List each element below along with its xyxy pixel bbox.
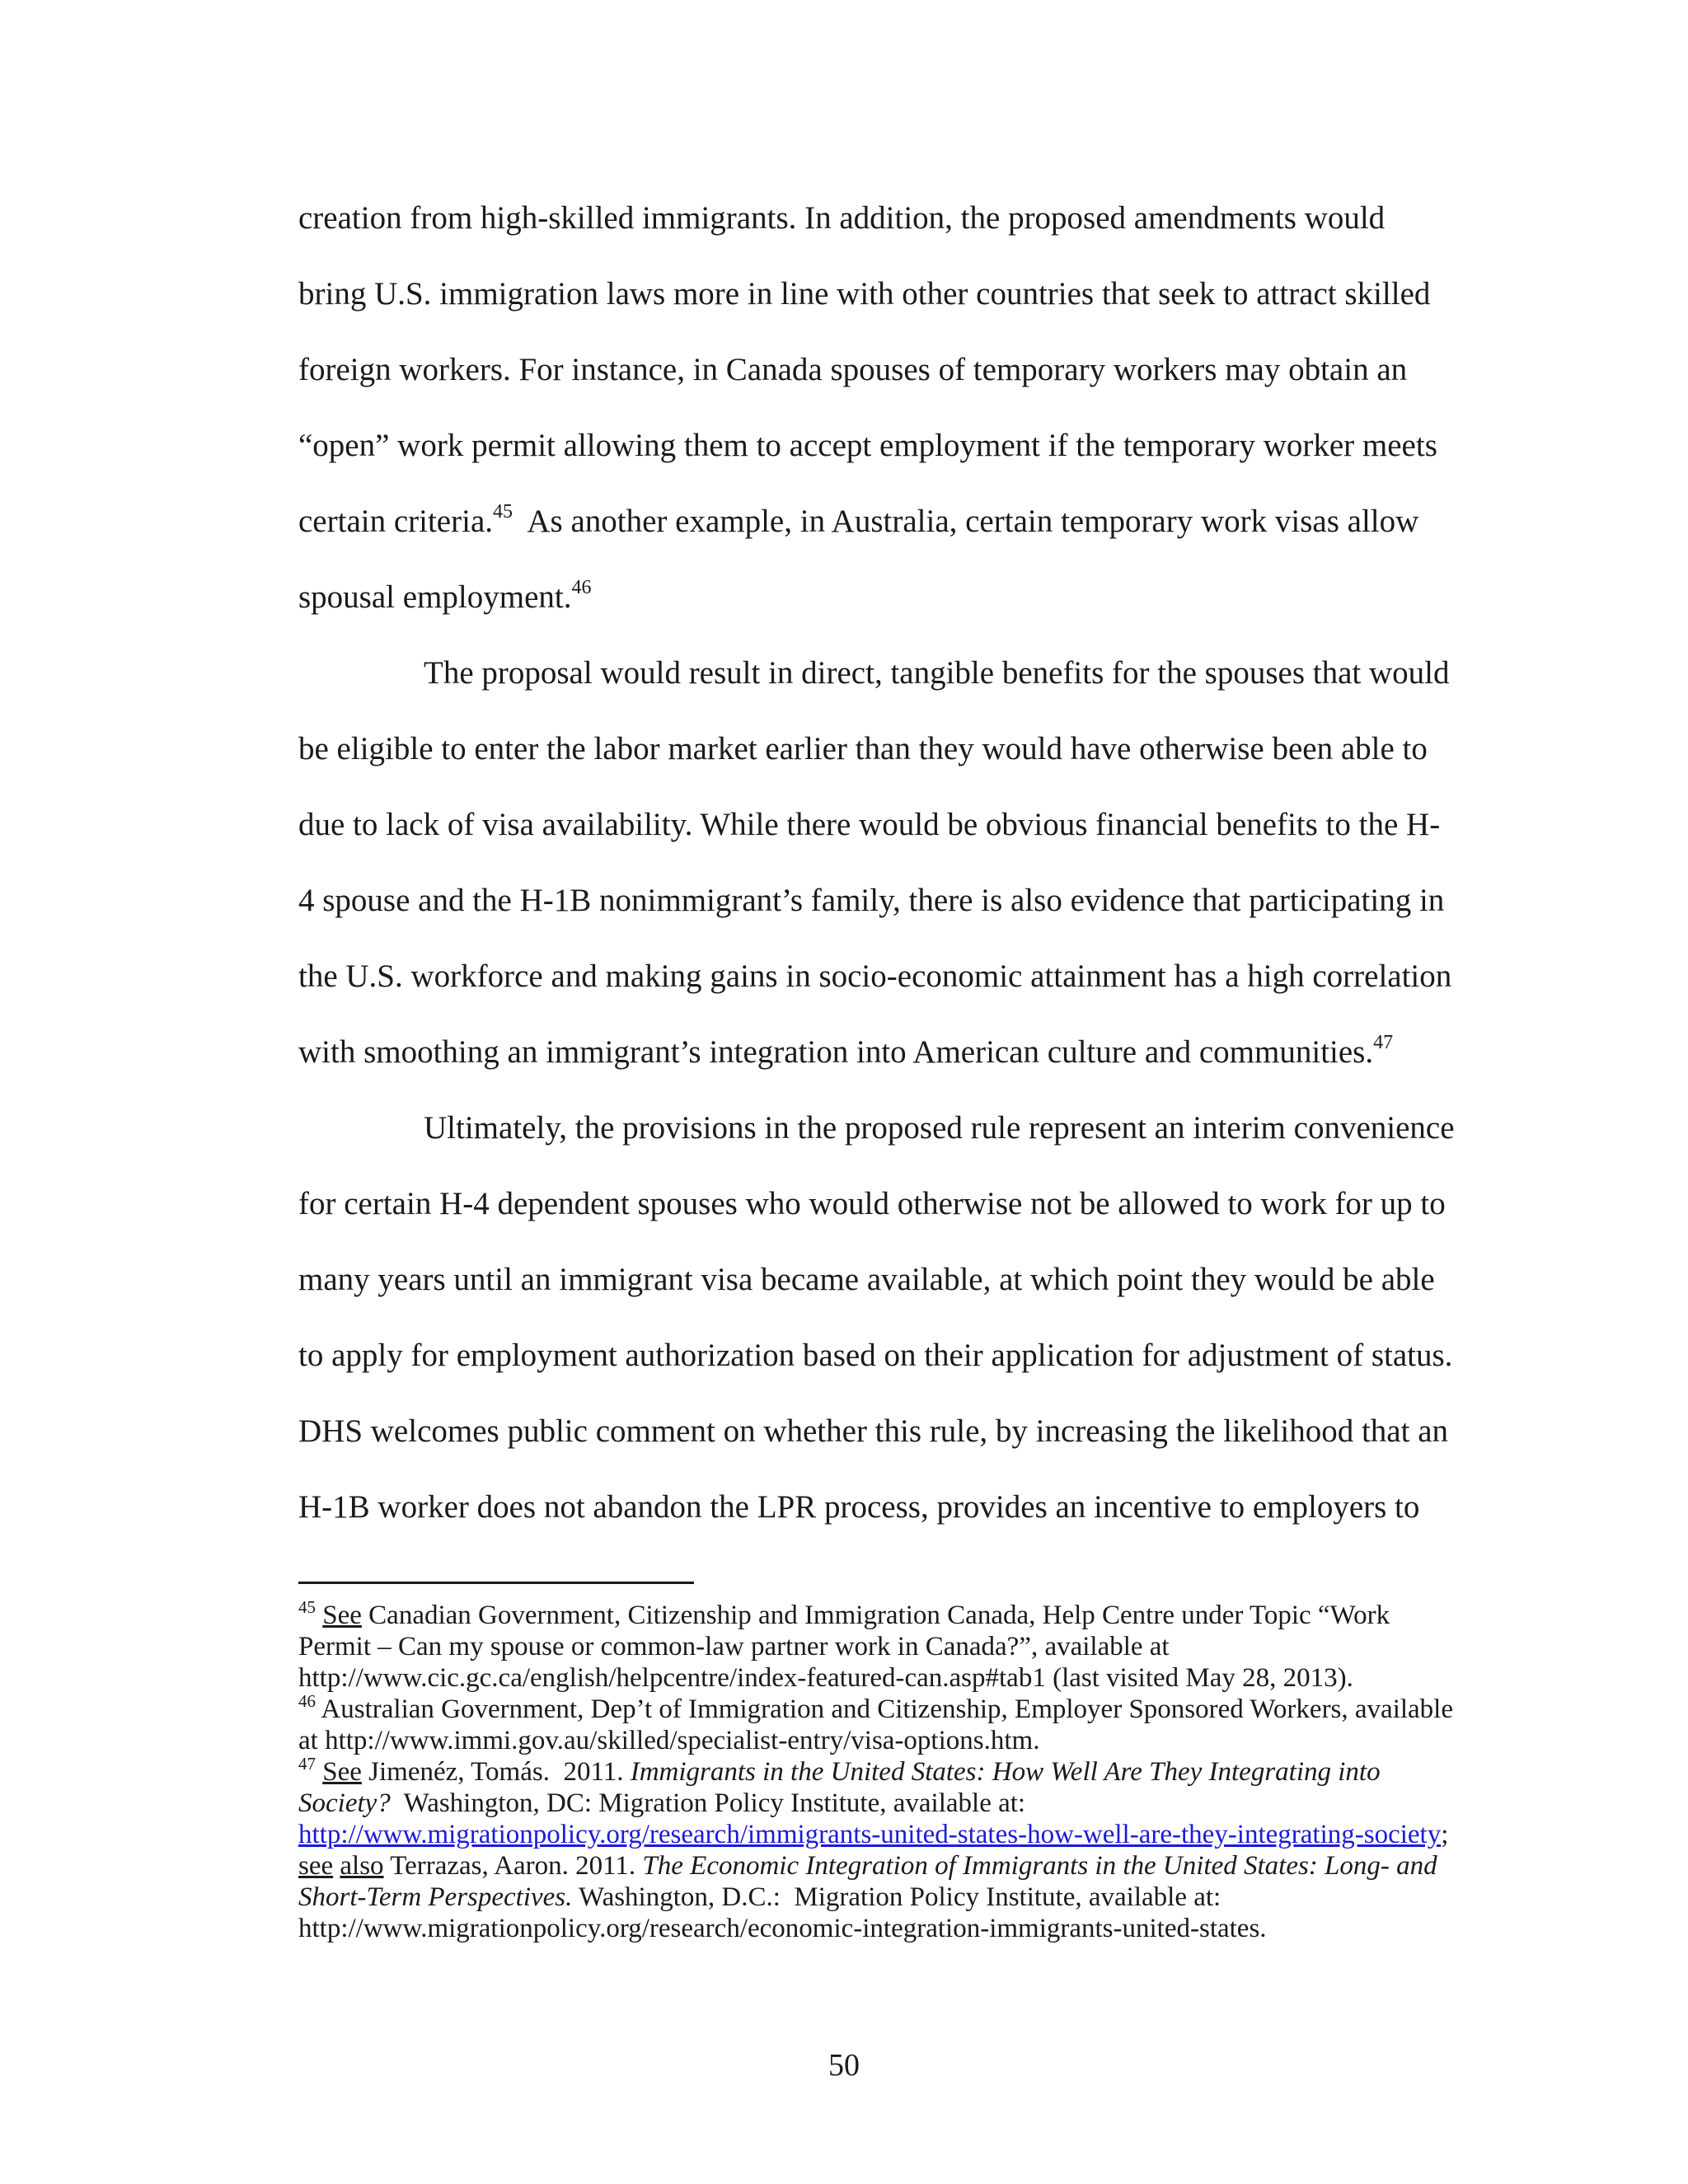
page-number: 50: [828, 2048, 860, 2083]
footnote-separator: [298, 1582, 694, 1584]
footnote-47: [298, 1754, 1381, 1787]
footnote-text: Washington, DC: Migration Policy Institute, available at:: [390, 1788, 1026, 1818]
footnote-signal: See: [322, 1601, 362, 1630]
footnote-number: 47: [298, 1754, 316, 1774]
body-text-line: to apply for employment authorization based on their application for adjustment of status.: [298, 1338, 1453, 1373]
footnote-link[interactable]: http://www.migrationpolicy.org/research/immigrants-united-states-how-well-are-they-integrating-society: [298, 1820, 1442, 1849]
footnote-text-line: [298, 1884, 1221, 1911]
body-text-line: [298, 577, 592, 615]
footnote-text: Jimenéz, Tomás. 2011.: [361, 1757, 631, 1787]
footnote-text-line: http://www.migrationpolicy.org/research/economic-integration-immigrants-united-states.: [298, 1914, 1267, 1943]
footnote-text-line: [298, 1853, 1437, 1880]
body-text: certain criteria.: [298, 504, 493, 539]
body-text-line: be eligible to enter the labor market earlier than they would have otherwise been able to: [298, 731, 1428, 766]
footnote-title: Immigrants in the United States: How Well Are They Integrating into: [630, 1757, 1381, 1787]
body-text-line: for certain H-4 dependent spouses who would otherwise not be allowed to work for up to: [298, 1186, 1446, 1221]
footnote-text: Canadian Government, Citizenship and Immigration Canada, Help Centre under Topic “Work: [361, 1601, 1390, 1630]
footnote-signal: see: [298, 1851, 334, 1881]
body-text-line: DHS welcomes public comment on whether this rule, by increasing the likelihood that an: [298, 1413, 1449, 1449]
footnote-text-line: [298, 1790, 1025, 1817]
footnote-46: [298, 1691, 1453, 1724]
footnote-signal: See: [322, 1757, 362, 1787]
body-text-line: [298, 1032, 1394, 1070]
footnote-text: Washington, D.C.: Migration Policy Institute, available at:: [572, 1882, 1221, 1912]
footnote-title: Society?: [298, 1788, 391, 1818]
footnote-reference-45[interactable]: 45: [493, 501, 513, 523]
body-text: As another example, in Australia, certain temporary work visas allow: [513, 504, 1419, 539]
footnote-number: 45: [298, 1597, 316, 1617]
footnote-number: 46: [298, 1691, 316, 1711]
body-text-line: “open” work permit allowing them to accept employment if the temporary worker meets: [298, 428, 1437, 463]
body-text-line: many years until an immigrant visa became available, at which point they would be able: [298, 1262, 1435, 1297]
body-text-line: foreign workers. For instance, in Canada spouses of temporary workers may obtain an: [298, 352, 1408, 387]
body-text-line: The proposal would result in direct, tangible benefits for the spouses that would: [424, 655, 1450, 691]
footnote-text-line: Permit – Can my spouse or common-law partner work in Canada?”, available at: [298, 1632, 1170, 1661]
footnote-text: Terrazas, Aaron. 2011.: [383, 1851, 643, 1881]
body-text-line: H-1B worker does not abandon the LPR process, provides an incentive to employers to: [298, 1489, 1420, 1525]
footnote-text-line: at http://www.immi.gov.au/skilled/specialist-entry/visa-options.htm.: [298, 1726, 1040, 1755]
body-text: spousal employment.: [298, 579, 572, 615]
footnote-title: Short-Term Perspectives.: [298, 1882, 573, 1912]
body-text-line: bring U.S. immigration laws more in line with other countries that seek to attract skilled: [298, 276, 1431, 312]
body-text-line: [298, 501, 1419, 539]
footnote-text: ;: [1441, 1820, 1449, 1849]
body-text: with smoothing an immigrant’s integration into American culture and communities.: [298, 1034, 1374, 1070]
footnote-title: The Economic Integration of Immigrants in the United States: Long- and: [642, 1851, 1437, 1881]
footnote-reference-46[interactable]: 46: [571, 577, 592, 598]
footnote-text-line: [298, 1821, 1448, 1849]
body-text-line: the U.S. workforce and making gains in socio-economic attainment has a high correlation: [298, 958, 1452, 994]
footnote-text: Australian Government, Dep’t of Immigration and Citizenship, Employer Sponsored Workers, available: [316, 1694, 1453, 1724]
body-text-line: 4 spouse and the H-1B nonimmigrant’s family, there is also evidence that participating in: [298, 883, 1445, 918]
footnote-reference-47[interactable]: 47: [1373, 1032, 1394, 1053]
body-text-line: creation from high-skilled immigrants. In addition, the proposed amendments would: [298, 200, 1386, 236]
footnote-45: [298, 1597, 1390, 1630]
footnote-signal: also: [340, 1851, 384, 1881]
footnote-text-line: http://www.cic.gc.ca/english/helpcentre/index-featured-can.asp#tab1 (last visited May 28, 2013).: [298, 1663, 1353, 1693]
body-text-line: due to lack of visa availability. While there would be obvious financial benefits to the H-: [298, 807, 1441, 842]
body-text-line: Ultimately, the provisions in the proposed rule represent an interim convenience: [424, 1110, 1455, 1146]
